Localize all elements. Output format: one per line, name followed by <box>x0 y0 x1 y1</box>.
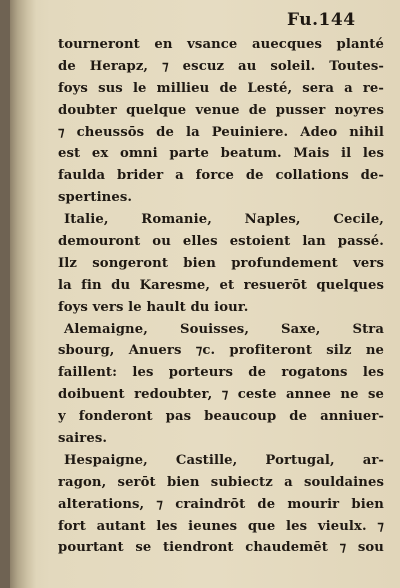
text-line: pourtant se tiendront chaudemēt ⁊ sou <box>58 540 384 556</box>
text-line: Ilz songeront bien profundement vers <box>58 255 384 271</box>
text-line: doubter quelque venue de pusser noyres <box>58 102 384 118</box>
text-line: y fonderont pas beaucoup de anniuer- <box>58 409 384 425</box>
page-gutter-shadow <box>10 0 36 588</box>
text-line: ⁊ cheussōs de la Peuiniere. Adeo nihil <box>58 124 384 140</box>
text-line: doibuent redoubter, ⁊ ceste annee ne se <box>58 387 384 403</box>
text-line: fort autant les ieunes que les vieulx. ⁊ <box>58 518 384 534</box>
text-line: Italie, Romanie, Naples, Cecile, <box>64 212 384 228</box>
folio-number: Fu.144 <box>287 10 356 30</box>
text-line: saires. <box>58 431 108 447</box>
blackletter-text-block <box>58 34 384 559</box>
text-line: ragon, serōt bien subiectz a souldaines <box>58 474 384 490</box>
text-line: spertines. <box>58 190 133 206</box>
text-line: foys sus le millieu de Lesté, sera a re- <box>58 80 384 96</box>
text-line: foys vers le hault du iour. <box>58 299 249 315</box>
text-line: faillent: les porteurs de rogatons les <box>58 365 384 381</box>
text-line: Hespaigne, Castille, Portugal, ar- <box>64 452 384 468</box>
text-line: la fin du Karesme, et resuerōt quelques <box>58 277 384 293</box>
text-line: demouront ou elles estoient lan passé. <box>58 234 384 250</box>
text-line: faulda brider a force de collations de- <box>58 168 384 184</box>
text-line: alterations, ⁊ craindrōt de mourir bien <box>58 496 384 512</box>
text-line: tourneront en vsance auecques planté <box>58 37 384 52</box>
text-line: est ex omni parte beatum. Mais il les <box>58 146 384 162</box>
text-line: de Herapz, ⁊ escuz au soleil. Toutes- <box>58 58 384 74</box>
text-line: Alemaigne, Souisses, Saxe, Stra <box>64 321 384 337</box>
text-line: sbourg, Anuers ⁊c. profiteront silz ne <box>58 343 384 359</box>
